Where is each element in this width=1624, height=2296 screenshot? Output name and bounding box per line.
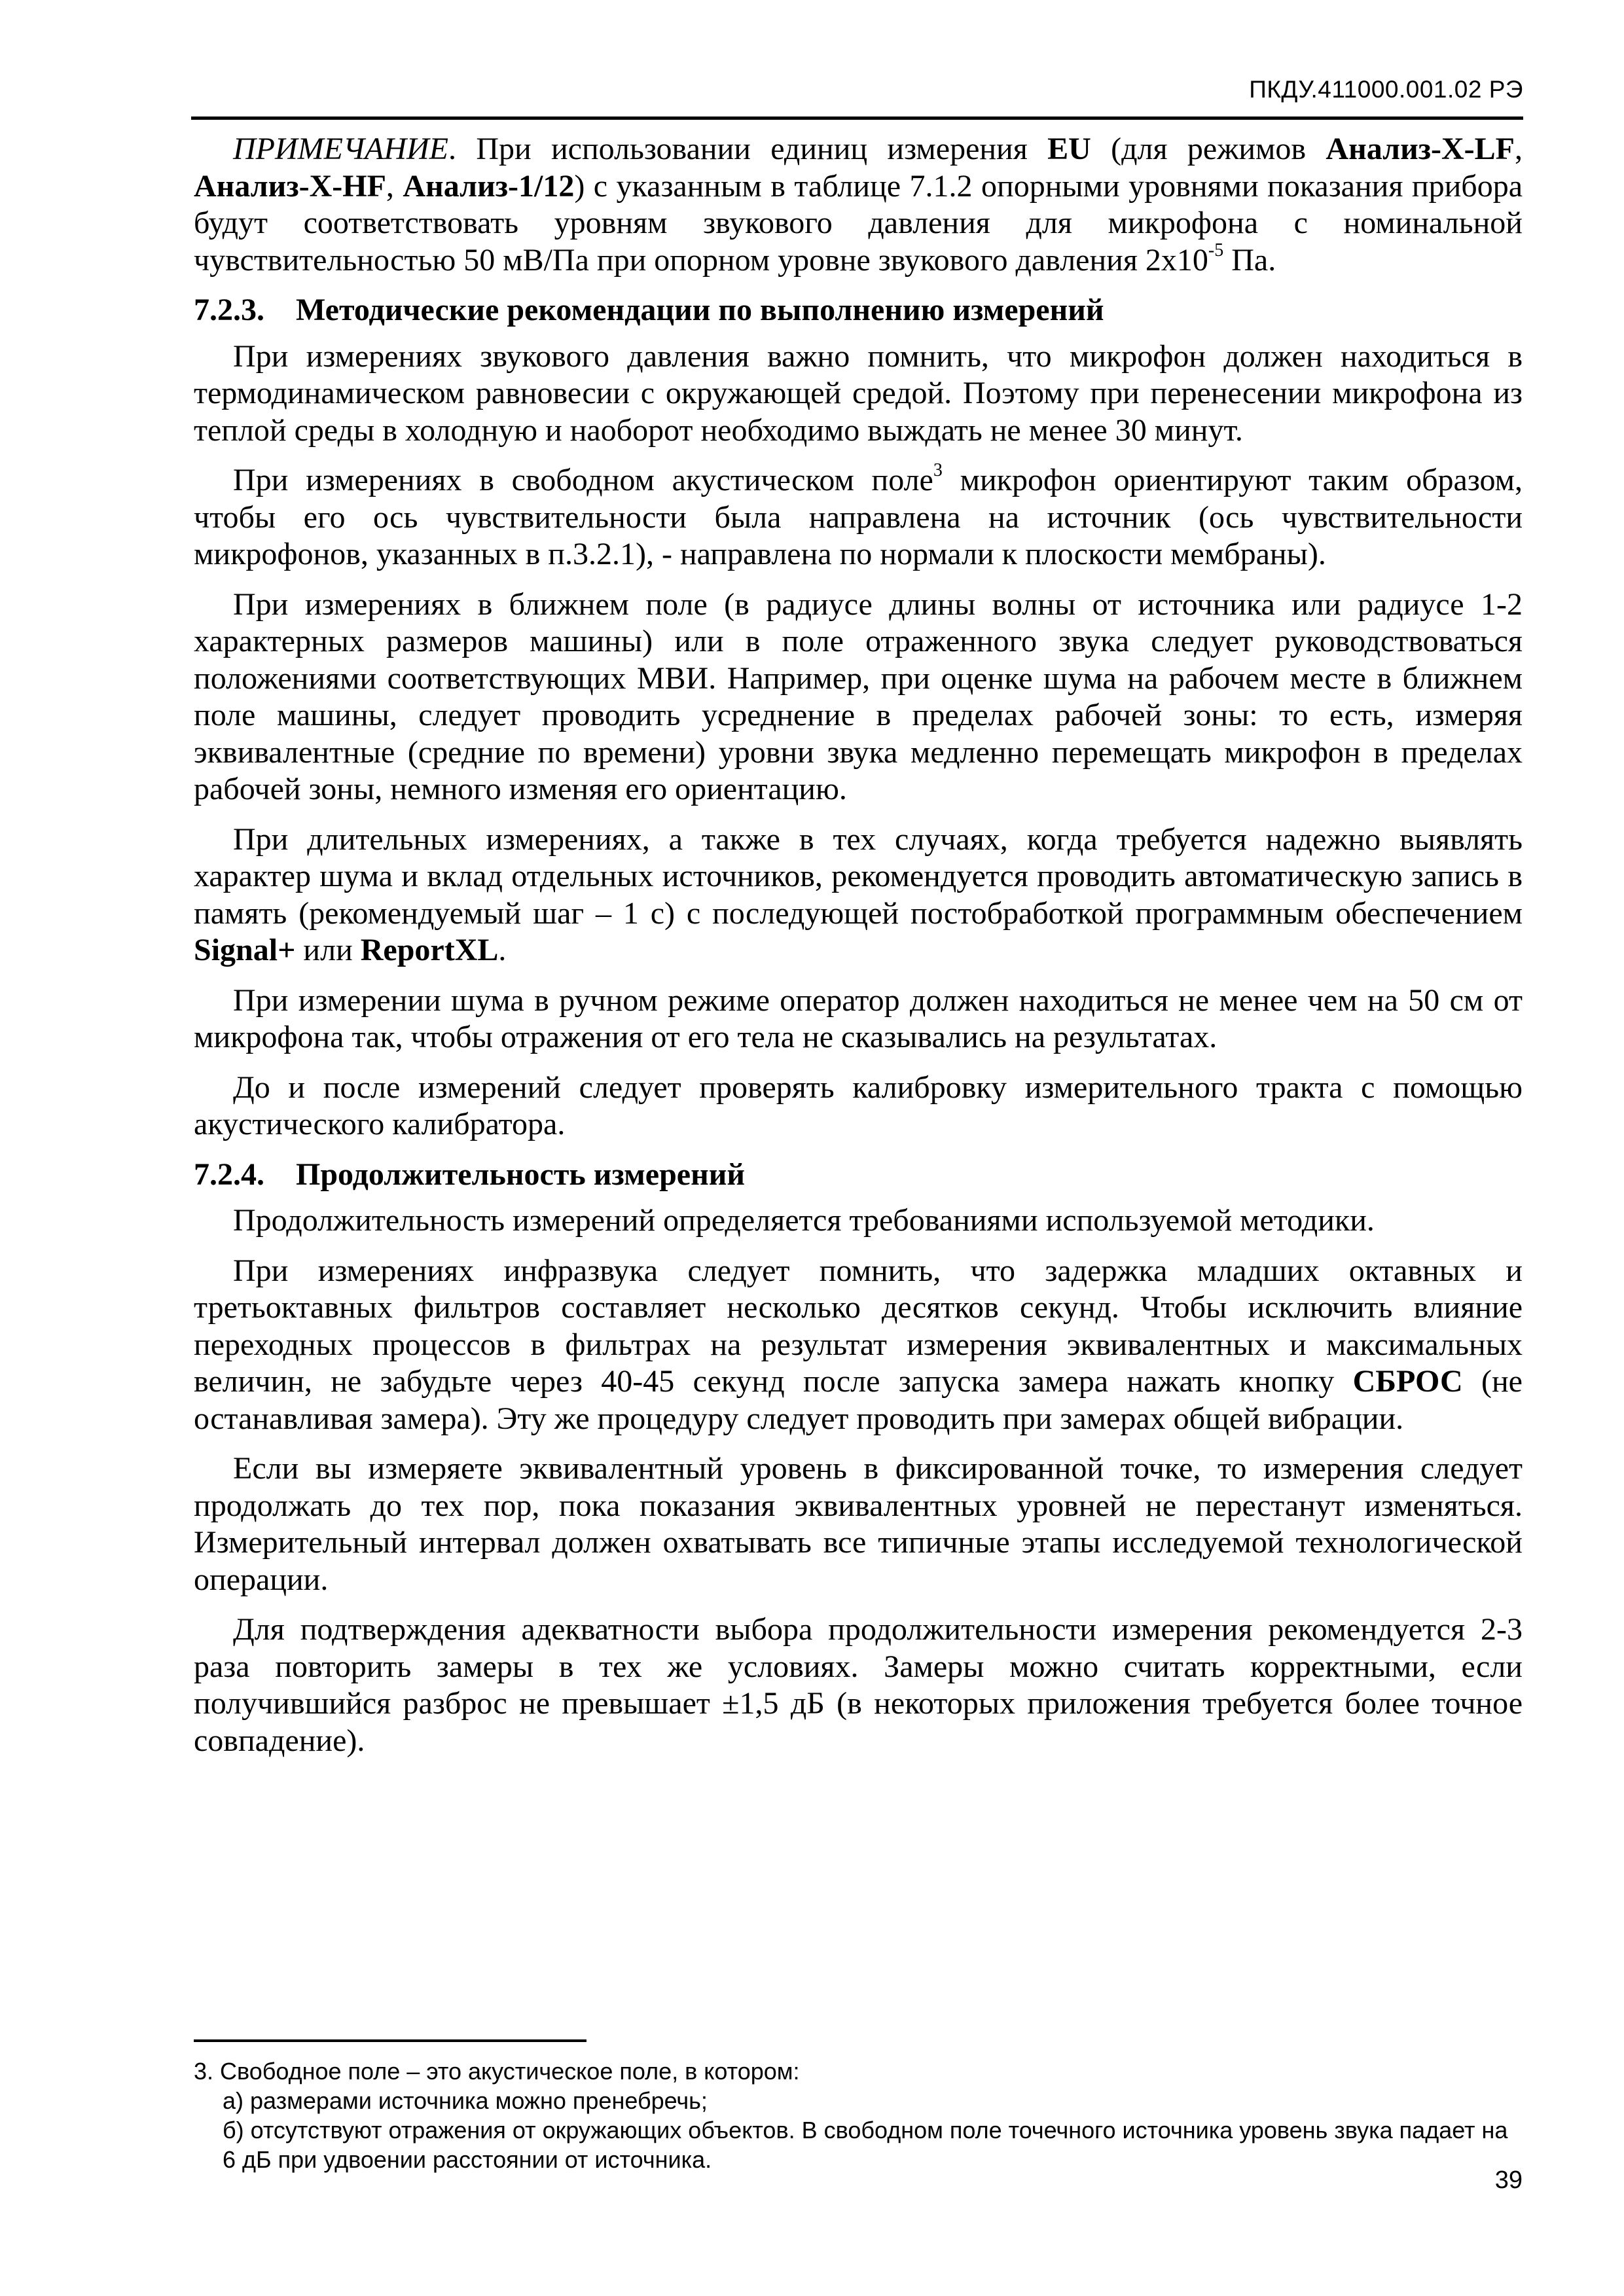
note-bold-mode: Анализ-1/12	[403, 168, 575, 204]
software-name: Signal+	[194, 933, 296, 967]
paragraph: Если вы измеряете эквивалентный уровень в фиксированной точке, то измерения следует продолжать до тех пор, пока показания эквивалентных уровней не перестанут изменяться. Измерительный интервал должен охватывать все типичные этапы исследуемой технологической операции.	[194, 1451, 1523, 1597]
paragraph: До и после измерений следует проверять калибровку измерительного тракта с помощью акустического калибратора.	[194, 1069, 1523, 1141]
paragraph-text: При измерениях в свободном акустическом поле	[233, 463, 933, 497]
note-bold-eu: EU	[1047, 132, 1091, 166]
paragraph-text: При измерениях инфразвука следует помнить, что задержка младших октавных и третьоктавных фильтров составляет несколько десятков секунд. Чтобы исключить влияние переходных процессов в фильтрах на результат измерения эквивалентных и максимальных величин, не забудьте через 40-45 секунд после запуска замера нажать кнопку	[194, 1253, 1523, 1399]
note-text: (для режимов	[1091, 132, 1326, 166]
paragraph-text: .	[498, 933, 507, 967]
page-header	[191, 73, 1523, 120]
paragraph: Для подтверждения адекватности выбора продолжительности измерения рекомендуется 2-3 раза повторить замеры в тех же условиях. Замеры можно считать корректными, если получившийся разброс не превышает ±1,5 дБ (в некоторых приложения требуется более точное совпадение).	[194, 1612, 1523, 1758]
paragraph: При измерении шума в ручном режиме оператор должен находиться не менее чем на 50 см от микрофона так, чтобы отражения от его тела не сказывались на результатах.	[194, 982, 1523, 1054]
page-number: 39	[1494, 2166, 1523, 2194]
note-label: ПРИМЕЧАНИЕ	[233, 132, 448, 166]
note-text: ) с указанным в таблице 7.1.2 опорными уровнями показания прибора будут соответствовать уровням звукового давления для микрофона с номинальной чувствительностью 50 мВ/Па при опорном уровне звукового давления 2x10	[194, 168, 1523, 278]
software-name: ReportXL	[360, 933, 499, 967]
footnote-line: б) отсутствуют отражения от окружающих объектов. В свободном поле точечного источника уровень звука падает на 6 дБ при удвоении расстоянии от источника.	[223, 2117, 1508, 2173]
note-superscript: -5	[1208, 240, 1224, 260]
button-name-reset: СБРОС	[1352, 1364, 1463, 1399]
paragraph-text: (не останавливая замера). Эту же процедуру следует проводить при замерах общей вибрации.	[194, 1364, 1523, 1436]
note-text: ,	[386, 168, 403, 204]
footnote-line: а) размерами источника можно пренебречь;	[223, 2087, 708, 2114]
paragraph	[194, 821, 1523, 969]
paragraph-text: или	[295, 933, 361, 967]
note-bold-mode: Анализ-X-LF	[1326, 132, 1515, 166]
section-heading-7-2-4	[194, 1157, 1523, 1194]
paragraph: При измерениях звукового давления важно помнить, что микрофон должен находиться в термодинамическом равновесии с окружающей средой. Поэтому при перенесении микрофона из теплой среды в холодную и наоборот необходимо выждать не менее 30 минут.	[194, 338, 1523, 448]
paragraph-text: При длительных измерениях, а также в тех случаях, когда требуется надежно выявлять характер шума и вклад отдельных источников, рекомендуется проводить автоматическую запись в память (рекомендуемый шаг – 1 с) с последующей постобработкой программным обеспечением	[194, 821, 1523, 931]
paragraph-text: микрофон ориентируют таким образом, чтобы его ось чувствительности была направлена на источник (ось чувствительности микрофонов, указанных в п.3.2.1), - направлена по нормали к плоскости мембраны).	[194, 463, 1523, 571]
paragraph	[194, 1253, 1523, 1438]
footnote-divider	[194, 2039, 586, 2042]
page-content	[194, 131, 1523, 1772]
note-paragraph	[194, 131, 1523, 279]
paragraph	[194, 462, 1523, 573]
note-bold-mode: Анализ-X-HF	[194, 168, 386, 204]
note-text: Па.	[1223, 242, 1276, 278]
section-number: 7.2.4.	[194, 1157, 264, 1192]
section-title: Методические рекомендации по выполнению измерений	[296, 293, 1104, 327]
footnote-line: 3. Свободное поле – это акустическое поле, в котором:	[194, 2058, 800, 2085]
section-title: Продолжительность измерений	[296, 1157, 746, 1192]
paragraph: При измерениях в ближнем поле (в радиусе длины волны от источника или радиусе 1-2 характерных размеров машины) или в поле отраженного звука следует руководствоваться положениями соответствующих МВИ. Например, при оценке шума на рабочем месте в ближнем поле машины, следует проводить усреднение в пределах рабочей зоны: то есть, измеряя эквивалентные (средние по времени) уровни звука медленно перемещать микрофон в пределах рабочей зоны, немного изменяя его ориентацию.	[194, 586, 1523, 806]
footnote-reference[interactable]: 3	[933, 460, 943, 480]
section-number: 7.2.3.	[194, 293, 264, 327]
note-text: ,	[1515, 132, 1523, 166]
paragraph: Продолжительность измерений определяется требованиями используемой методики.	[233, 1203, 1375, 1238]
section-heading-7-2-3	[194, 292, 1523, 329]
note-text: . При использовании единиц измерения	[448, 132, 1048, 166]
document-code: ПКДУ.411000.001.02 РЭ	[1249, 76, 1523, 103]
footnote	[194, 2056, 1523, 2174]
